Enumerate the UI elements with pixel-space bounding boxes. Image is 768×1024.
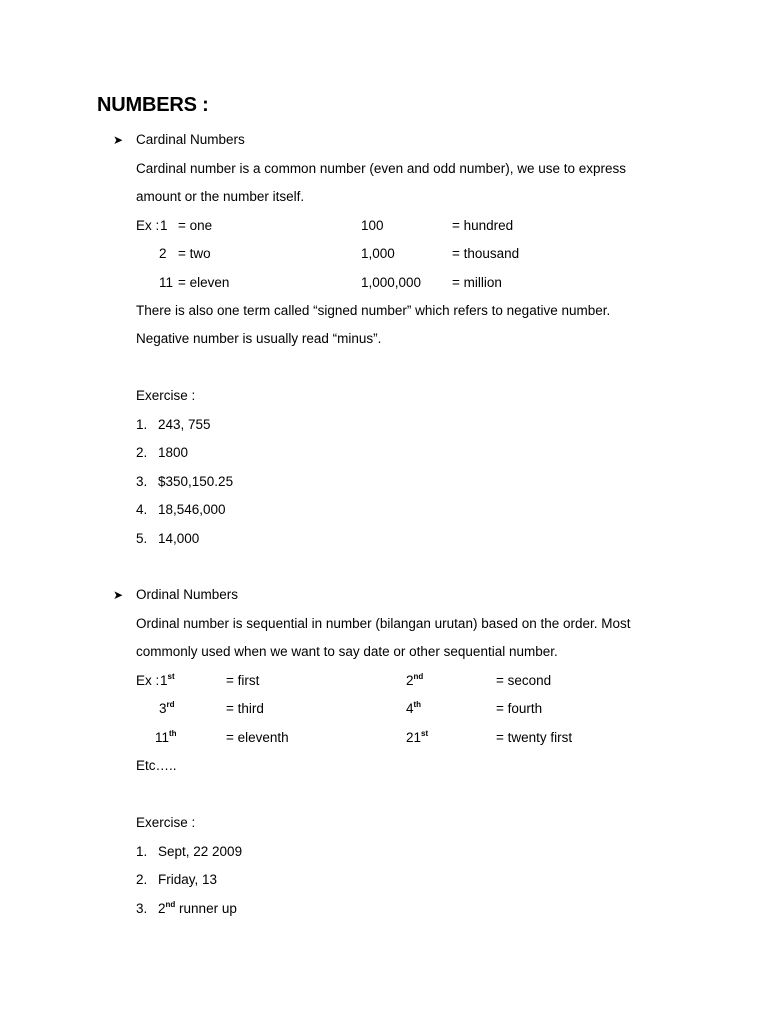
example-number: 1	[160, 218, 168, 233]
cardinal-description-line1: Cardinal number is a common number (even and odd number), we use to express	[136, 161, 626, 176]
example-word: = eleventh	[226, 730, 289, 745]
example-number: 100	[361, 218, 384, 233]
exercise-number: 4.	[136, 502, 148, 517]
exercise-item: $350,150.25	[158, 474, 234, 489]
example-number: 3rd	[159, 699, 175, 716]
example-word: = hundred	[452, 218, 514, 233]
example-word: = second	[496, 673, 552, 688]
exercise-item: 2nd runner up	[158, 899, 237, 916]
etc-text: Etc…..	[136, 758, 177, 773]
example-number: 11	[159, 275, 174, 290]
example-prefix: Ex :	[136, 673, 160, 688]
page-title: NUMBERS :	[97, 94, 209, 116]
exercise-number: 3.	[136, 901, 148, 916]
section-heading-cardinal: Cardinal Numbers	[136, 132, 245, 147]
cardinal-note-line1: There is also one term called “signed number” which refers to negative number.	[136, 303, 611, 318]
example-number: 21st	[406, 728, 429, 745]
example-word: = twenty first	[496, 730, 573, 745]
exercise-label: Exercise :	[136, 388, 196, 403]
ordinal-description-line1: Ordinal number is sequential in number (bilangan urutan) based on the order. Most	[136, 616, 631, 631]
exercise-number: 2.	[136, 872, 148, 887]
example-word: = one	[178, 218, 213, 233]
exercise-number: 1.	[136, 417, 148, 432]
cardinal-note-line2: Negative number is usually read “minus”.	[136, 331, 382, 346]
exercise-number: 5.	[136, 531, 148, 546]
exercise-item: Friday, 13	[158, 872, 218, 887]
exercise-number: 3.	[136, 474, 148, 489]
exercise-item: 243, 755	[158, 417, 211, 432]
exercise-item: 14,000	[158, 531, 200, 546]
example-number: 1,000	[361, 246, 395, 261]
cardinal-description-line2: amount or the number itself.	[136, 189, 305, 204]
example-word: = thousand	[452, 246, 520, 261]
exercise-number: 1.	[136, 844, 148, 859]
exercise-item: 1800	[158, 445, 189, 460]
example-word: = fourth	[496, 701, 543, 716]
ordinal-description-line2: commonly used when we want to say date or other sequential number.	[136, 644, 558, 659]
example-word: = third	[226, 701, 264, 716]
exercise-item: 18,546,000	[158, 502, 226, 517]
example-word: = first	[226, 673, 260, 688]
section-heading-ordinal: Ordinal Numbers	[136, 587, 239, 602]
example-word: = million	[452, 275, 502, 290]
example-number: 2	[159, 246, 167, 261]
example-number: 1st	[160, 671, 175, 688]
exercise-number: 2.	[136, 445, 148, 460]
example-number: 4th	[406, 699, 422, 716]
example-word: = two	[178, 246, 211, 261]
example-word: = eleven	[178, 275, 230, 290]
bullet-arrow-icon: ➤	[113, 588, 124, 602]
example-number: 11th	[155, 728, 177, 745]
exercise-label: Exercise :	[136, 815, 196, 830]
example-number: 1,000,000	[361, 275, 422, 290]
example-number: 2nd	[406, 671, 424, 688]
bullet-arrow-icon: ➤	[113, 133, 124, 147]
exercise-item: Sept, 22 2009	[158, 844, 243, 859]
example-prefix: Ex :	[136, 218, 160, 233]
